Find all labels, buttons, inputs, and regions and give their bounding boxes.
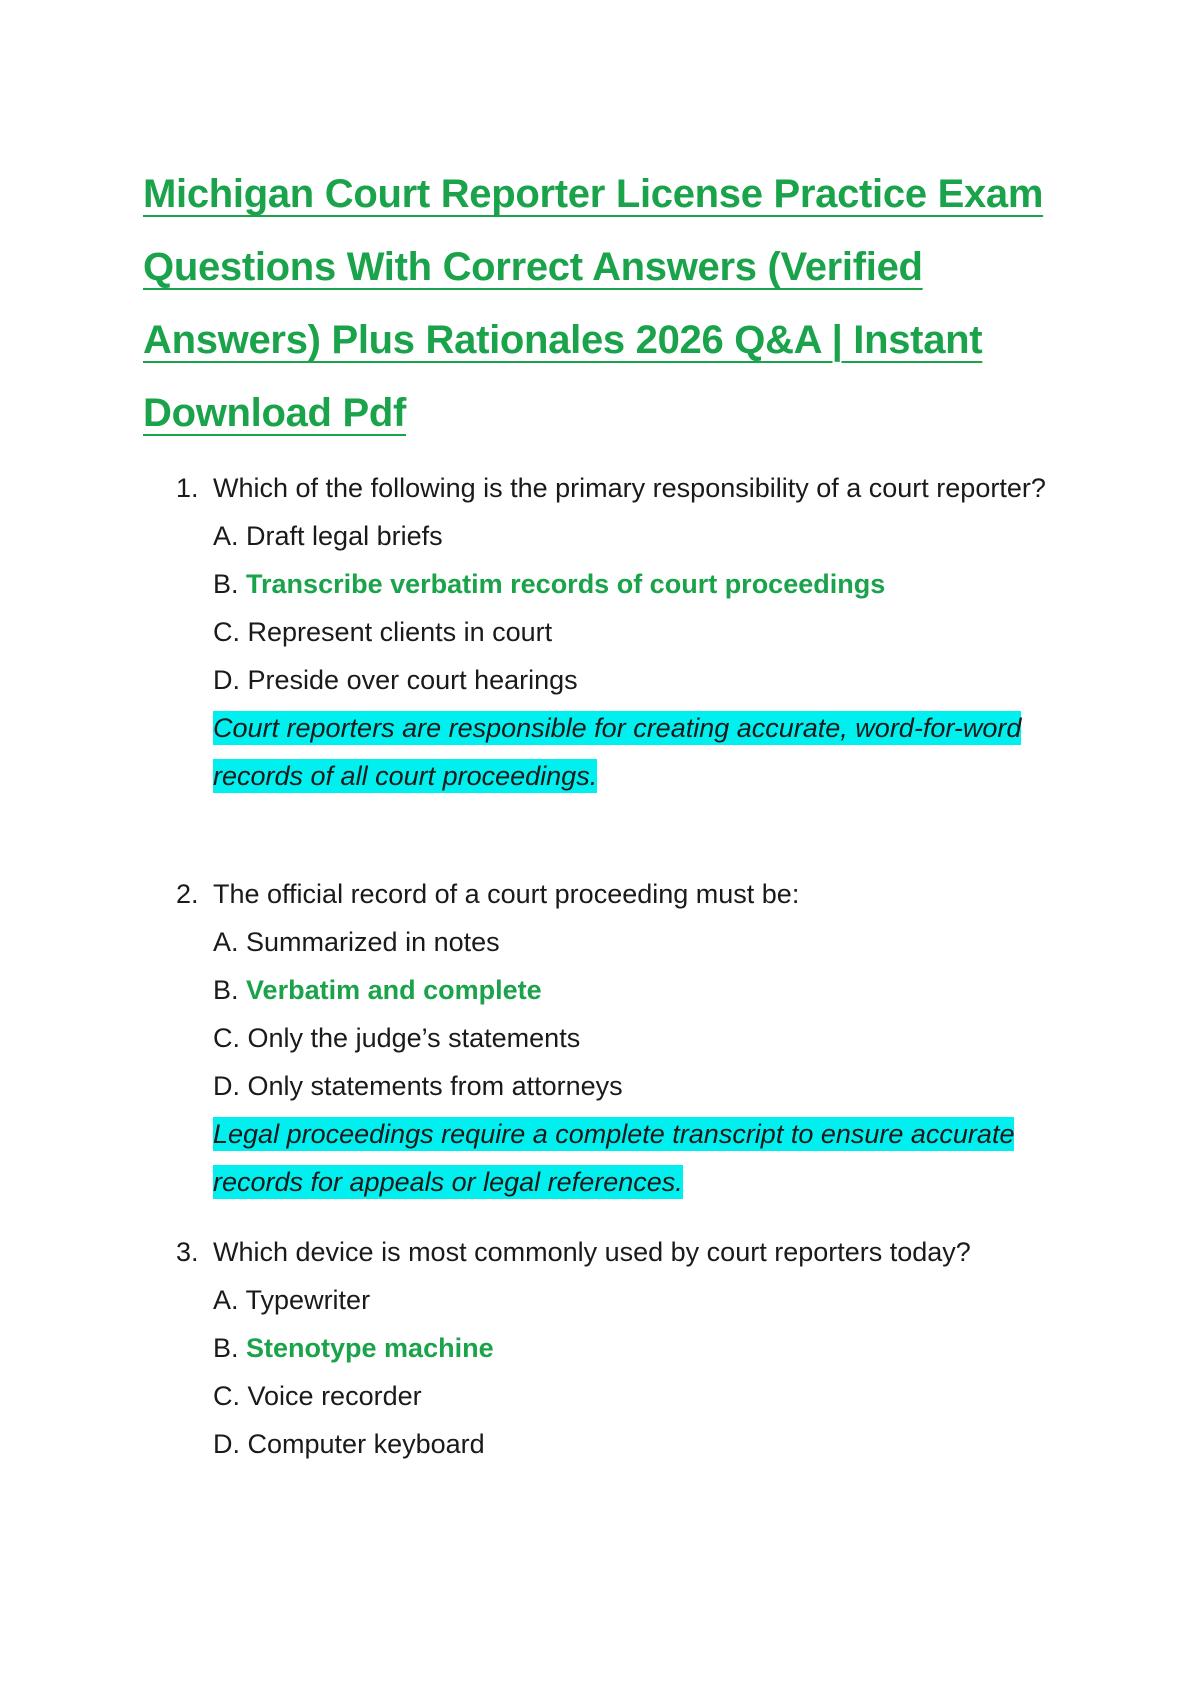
option-d (213, 656, 1073, 704)
option-text: Summarized in notes (246, 927, 500, 957)
option-letter: A. (213, 927, 239, 957)
rationale (213, 1110, 1073, 1206)
option-text: Represent clients in court (247, 617, 553, 647)
option-letter: D. (213, 665, 240, 695)
correct-option-text: Verbatim and complete (246, 975, 542, 1005)
option-letter: C. (213, 1381, 240, 1411)
option-text: Preside over court hearings (247, 665, 578, 695)
correct-option-text: Transcribe verbatim records of court proceedings (246, 569, 886, 599)
question-body (213, 870, 1073, 1206)
option-text: Typewriter (245, 1285, 371, 1315)
option-d (213, 1420, 1073, 1468)
option-letter: D. (213, 1429, 240, 1459)
option-c (213, 1372, 1073, 1420)
option-text: Only statements from attorneys (247, 1071, 623, 1101)
question-number: 3. (176, 1237, 199, 1267)
option-letter: A. (213, 521, 239, 551)
rationale-text: Legal proceedings require a complete transcript to ensure accurate records for appeals or legal references. (213, 1119, 1015, 1197)
question-body (213, 1228, 1073, 1468)
option-letter: B. (213, 569, 239, 599)
option-a (213, 1276, 1073, 1324)
option-letter: B. (213, 975, 239, 1005)
option-text: Computer keyboard (247, 1429, 485, 1459)
option-letter: D. (213, 1071, 240, 1101)
question-number: 2. (176, 879, 199, 909)
question-text: The official record of a court proceeding must be: (213, 879, 800, 909)
option-a (213, 918, 1073, 966)
option-letter: C. (213, 617, 240, 647)
option-letter: B. (213, 1333, 239, 1363)
question-body (213, 464, 1073, 800)
rationale-text: Court reporters are responsible for creating accurate, word-for-word records of all court proceedings. (213, 713, 1022, 791)
question-text: Which of the following is the primary responsibility of a court reporter? (213, 473, 1046, 503)
option-b (213, 966, 1073, 1014)
option-letter: C. (213, 1023, 240, 1053)
option-text: Voice recorder (247, 1381, 422, 1411)
option-text: Only the judge’s statements (247, 1023, 581, 1053)
question-number: 1. (176, 473, 199, 503)
option-a (213, 512, 1073, 560)
option-b (213, 560, 1073, 608)
option-c (213, 1014, 1073, 1062)
document-title (143, 158, 1083, 450)
correct-option-text: Stenotype machine (246, 1333, 494, 1363)
option-letter: A. (213, 1285, 239, 1315)
option-c (213, 608, 1073, 656)
option-b (213, 1324, 1073, 1372)
option-text: Draft legal briefs (246, 521, 443, 551)
option-d (213, 1062, 1073, 1110)
question-text: Which device is most commonly used by court reporters today? (213, 1237, 971, 1267)
rationale (213, 704, 1073, 800)
document-title-text: Michigan Court Reporter License Practice Exam Questions With Correct Answers (Verified Answers) Plus Rationales 2026 Q&A | Instant Download Pdf (143, 172, 1044, 435)
